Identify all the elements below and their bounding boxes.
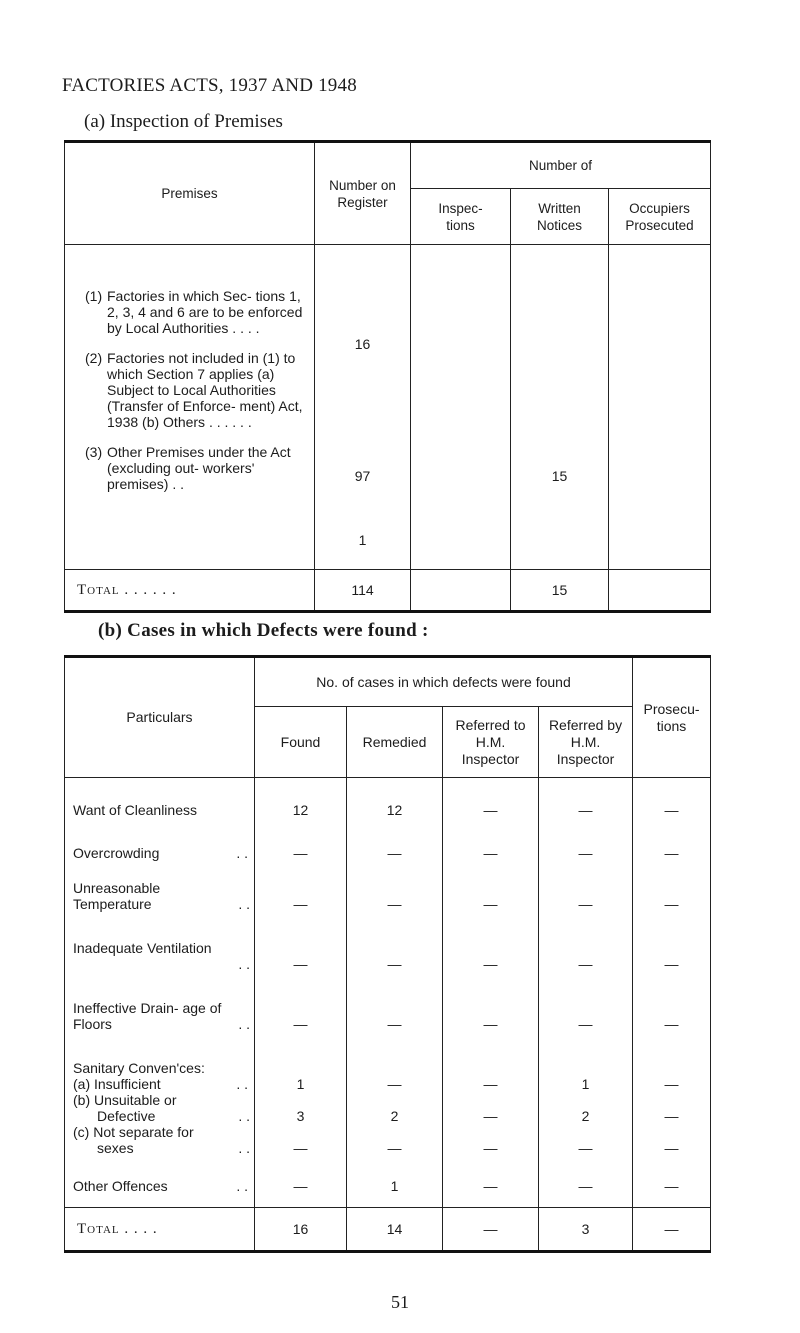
section-b-title: (b) Cases in which Defects were found : bbox=[98, 620, 429, 641]
register-column-cell bbox=[315, 245, 411, 570]
total-label: Total . . . . . . bbox=[65, 570, 315, 612]
remedied-value-4: — bbox=[387, 956, 402, 972]
referred-to-value-8: — bbox=[483, 1108, 498, 1124]
defects-total-referred-by: 3 bbox=[539, 1208, 633, 1252]
remedied-value-10: 1 bbox=[390, 1178, 399, 1194]
header-referred-to: Referred to H.M. Inspector bbox=[443, 707, 539, 778]
defects-total-referred-to: — bbox=[443, 1208, 539, 1252]
particular-row-2: Overcrowding . . bbox=[73, 845, 248, 861]
referred-to-value-5: — bbox=[483, 1016, 498, 1032]
prosecutions-value-9: — bbox=[664, 1140, 679, 1156]
referred-to-value-3: — bbox=[483, 896, 498, 912]
header-no-of-cases: No. of cases in which defects were found bbox=[255, 657, 633, 707]
remedied-value-3: — bbox=[387, 896, 402, 912]
referred-by-value-4: — bbox=[578, 956, 593, 972]
section-a-title: (a) Inspection of Premises bbox=[84, 111, 283, 132]
referred-by-value-9: — bbox=[578, 1140, 593, 1156]
header-particulars: Particulars bbox=[65, 657, 255, 778]
referred-by-column-cell bbox=[539, 778, 633, 1208]
header-number-on-register: Number on Register bbox=[315, 142, 411, 245]
total-notices: 15 bbox=[511, 570, 609, 612]
found-value-1: 12 bbox=[292, 802, 309, 818]
inspection-of-premises-table bbox=[64, 140, 711, 613]
referred-by-value-2: — bbox=[578, 845, 593, 861]
prosecutions-value-2: — bbox=[664, 845, 679, 861]
total-prosecuted bbox=[609, 570, 711, 612]
header-occupiers-prosecuted: Occupiers Prosecuted bbox=[609, 189, 711, 245]
particular-row-6: Sanitary Conven'ces: bbox=[73, 1060, 205, 1076]
page-number: 51 bbox=[391, 1292, 409, 1312]
referred-to-value-2: — bbox=[483, 845, 498, 861]
defects-total-label: Total . . . . bbox=[65, 1208, 255, 1252]
header-found: Found bbox=[255, 707, 347, 778]
prosecutions-value-1: — bbox=[664, 802, 679, 818]
referred-by-value-5: — bbox=[578, 1016, 593, 1032]
document-title: FACTORIES ACTS, 1937 AND 1948 bbox=[62, 75, 357, 96]
referred-by-value-8: 2 bbox=[581, 1108, 590, 1124]
referred-to-value-1: — bbox=[483, 802, 498, 818]
total-register: 114 bbox=[315, 570, 411, 612]
found-value-7: 1 bbox=[296, 1076, 305, 1092]
found-value-8: 3 bbox=[296, 1108, 305, 1124]
referred-by-value-1: — bbox=[578, 802, 593, 818]
prosecutions-value-3: — bbox=[664, 896, 679, 912]
particular-row-1: Want of Cleanliness bbox=[73, 802, 197, 818]
prosecutions-column-cell bbox=[633, 778, 711, 1208]
notices-column-cell bbox=[511, 245, 609, 570]
referred-by-value-7: 1 bbox=[581, 1076, 590, 1092]
header-referred-by: Referred by H.M. Inspector bbox=[539, 707, 633, 778]
particular-row-9: (c) Not separate for sexes bbox=[73, 1124, 194, 1156]
referred-to-value-4: — bbox=[483, 956, 498, 972]
header-inspections: Inspec- tions bbox=[411, 189, 511, 245]
referred-to-value-7: — bbox=[483, 1076, 498, 1092]
defects-found-table bbox=[64, 655, 711, 1253]
found-value-5: — bbox=[293, 1016, 308, 1032]
referred-to-value-9: — bbox=[483, 1140, 498, 1156]
prosecutions-value-8: — bbox=[664, 1108, 679, 1124]
found-value-3: — bbox=[293, 896, 308, 912]
referred-by-value-3: — bbox=[578, 896, 593, 912]
header-number-of: Number of bbox=[411, 142, 711, 189]
remedied-value-9: — bbox=[387, 1140, 402, 1156]
premises-cell bbox=[65, 245, 315, 570]
remedied-value-8: 2 bbox=[390, 1108, 399, 1124]
prosecutions-value-7: — bbox=[664, 1076, 679, 1092]
defects-total-prosecutions: — bbox=[633, 1208, 711, 1252]
particular-row-4: Inadequate Ventilation bbox=[73, 940, 212, 956]
premises-entry-2: (2) Factories not included in (1) to which Section 7 applies (a) Subject to Local Authorities (Transfer of Enforce- ment) Act, 1938 (b) Others . . . . . . bbox=[85, 350, 303, 430]
particular-row-8: (b) Unsuitable or Defective bbox=[73, 1092, 177, 1124]
remedied-column-cell bbox=[347, 778, 443, 1208]
particular-row-3: Unreasonable Temperature bbox=[73, 880, 161, 912]
found-value-10: — bbox=[293, 1178, 308, 1194]
found-value-2: — bbox=[293, 845, 308, 861]
defects-total-remedied: 14 bbox=[347, 1208, 443, 1252]
defects-total-found: 16 bbox=[255, 1208, 347, 1252]
found-value-4: — bbox=[293, 956, 308, 972]
remedied-value-5: — bbox=[387, 1016, 402, 1032]
referred-to-value-10: — bbox=[483, 1178, 498, 1194]
particulars-column-cell: Want of Cleanliness Overcrowding . . Unreasonable Temperature . . Inadequate Ventilation . . Ineffective Drain- age of Floors . . Sanitary Conven'ces: (a) Insufficient . . (b) Unsuitable or Defective . . (c) Not separate for sexes . . Other Offences . . bbox=[65, 778, 255, 1208]
referred-to-column-cell bbox=[443, 778, 539, 1208]
remedied-value-1: 12 bbox=[386, 802, 403, 818]
header-premises: Premises bbox=[65, 142, 315, 245]
particular-row-7: (a) Insufficient . . bbox=[73, 1076, 248, 1092]
prosecutions-value-10: — bbox=[664, 1178, 679, 1194]
premises-entry-3: (3) Other Premises under the Act (excluding out- workers' premises) . . bbox=[85, 444, 291, 492]
register-value-2: 97 bbox=[354, 468, 371, 484]
header-prosecutions: Prosecu- tions bbox=[633, 657, 711, 778]
premises-entry-1: (1) Factories in which Sec- tions 1, 2, 3, 4 and 6 are to be enforced by Local Authorities . . . . bbox=[85, 288, 303, 336]
found-column-cell bbox=[255, 778, 347, 1208]
found-value-9: — bbox=[293, 1140, 308, 1156]
prosecuted-column-cell bbox=[609, 245, 711, 570]
header-remedied: Remedied bbox=[347, 707, 443, 778]
referred-by-value-10: — bbox=[578, 1178, 593, 1194]
inspections-column-cell bbox=[411, 245, 511, 570]
prosecutions-value-4: — bbox=[664, 956, 679, 972]
remedied-value-7: — bbox=[387, 1076, 402, 1092]
register-value-3: 1 bbox=[358, 532, 367, 548]
particular-row-5: Ineffective Drain- age of Floors bbox=[73, 1000, 222, 1032]
notices-value-2: 15 bbox=[551, 468, 568, 484]
prosecutions-value-5: — bbox=[664, 1016, 679, 1032]
header-written-notices: Written Notices bbox=[511, 189, 609, 245]
remedied-value-2: — bbox=[387, 845, 402, 861]
total-inspections bbox=[411, 570, 511, 612]
register-value-1: 16 bbox=[354, 336, 371, 352]
particular-row-10: Other Offences . . bbox=[73, 1178, 248, 1194]
